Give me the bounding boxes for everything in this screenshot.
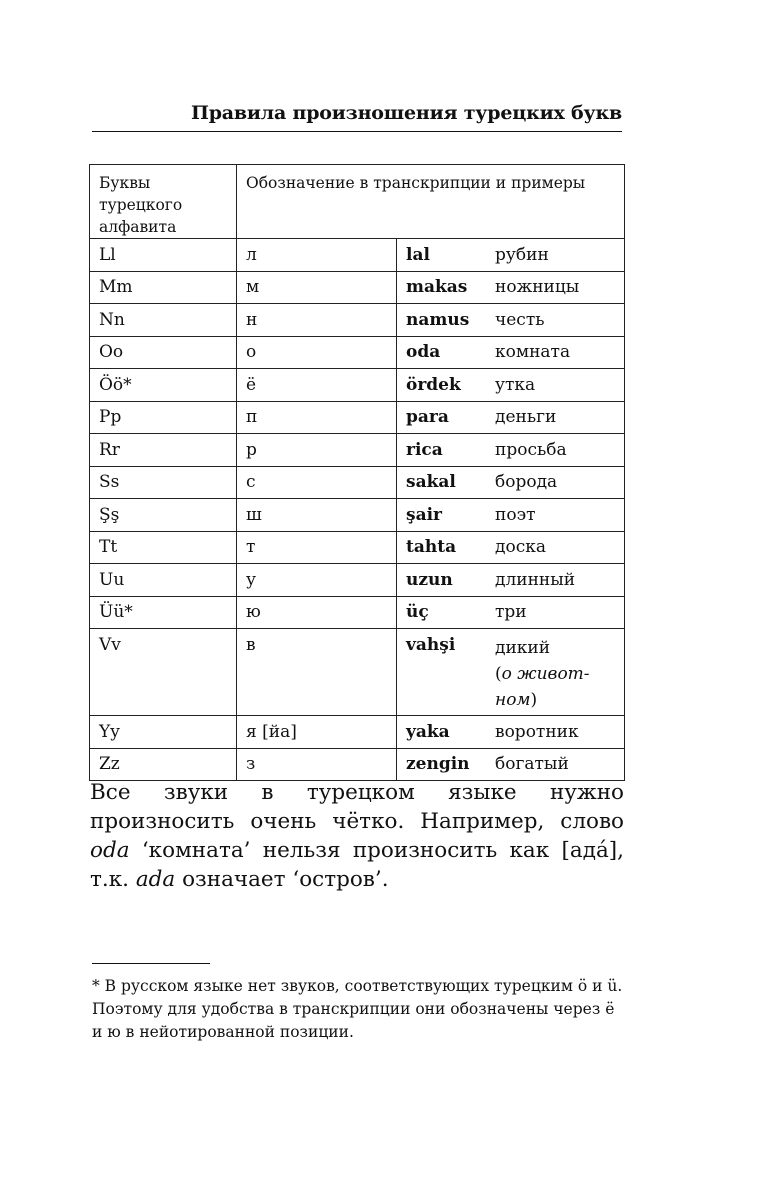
table-row <box>90 564 625 597</box>
table-row <box>90 716 625 749</box>
table-row <box>90 401 625 434</box>
footnote-divider <box>92 963 210 964</box>
example-cell <box>397 748 625 781</box>
table-row <box>90 466 625 499</box>
table-row <box>90 369 625 402</box>
letter-cell: Tt <box>90 531 237 564</box>
table-row <box>90 596 625 629</box>
table-row <box>90 271 625 304</box>
letter-cell: Öö* <box>90 369 237 402</box>
example-word: oda <box>406 342 441 363</box>
letter-cell: Üü* <box>90 596 237 629</box>
transcription-cell: л <box>237 239 397 272</box>
body-paragraph <box>90 778 624 894</box>
example-translation: воротник <box>495 721 579 742</box>
paragraph-text: ‘комната’ нельзя произносить как [ада́], т.к. <box>90 838 624 892</box>
table-row <box>90 304 625 337</box>
paragraph-text: означает ‘остров’. <box>175 867 389 892</box>
table-row <box>90 629 625 716</box>
transcription-cell: м <box>237 271 397 304</box>
table-row <box>90 531 625 564</box>
transcription-cell: п <box>237 401 397 434</box>
example-translation: честь <box>495 309 545 330</box>
example-cell <box>397 401 625 434</box>
paragraph-word-oda: oda <box>90 838 130 863</box>
letter-cell: Şş <box>90 499 237 532</box>
translation-main: дикий <box>495 638 551 658</box>
header-divider <box>92 131 622 132</box>
transcription-cell: у <box>237 564 397 597</box>
letter-cell: Ss <box>90 466 237 499</box>
example-word: rica <box>406 439 443 460</box>
turkish-letters-table <box>89 164 625 781</box>
example-cell <box>397 369 625 402</box>
example-translation: длинный <box>495 569 576 590</box>
translation-note-open: ( <box>495 664 502 684</box>
letter-cell: Pp <box>90 401 237 434</box>
example-translation: борода <box>495 472 558 493</box>
transcription-cell: ш <box>237 499 397 532</box>
letter-cell: Uu <box>90 564 237 597</box>
example-word: zengin <box>406 754 470 775</box>
letter-cell: Zz <box>90 748 237 781</box>
example-cell <box>397 629 625 716</box>
transcription-cell: с <box>237 466 397 499</box>
table-row <box>90 336 625 369</box>
letter-cell: Yy <box>90 716 237 749</box>
example-translation: ножницы <box>495 277 580 298</box>
transcription-cell: ё <box>237 369 397 402</box>
letter-cell: Nn <box>90 304 237 337</box>
example-cell <box>397 596 625 629</box>
transcription-cell: в <box>237 629 397 716</box>
transcription-cell: ю <box>237 596 397 629</box>
letter-cell: Vv <box>90 629 237 716</box>
example-word: uzun <box>406 569 453 590</box>
example-word: para <box>406 407 449 428</box>
example-cell <box>397 564 625 597</box>
footnote: * В русском языке нет звуков, соответствующих турецким ö и ü. Поэтому для удобства в транскрипции они обозначены через ё и ю в нейотированной позиции. <box>92 977 623 1041</box>
letter-cell: Rr <box>90 434 237 467</box>
example-word: makas <box>406 277 468 298</box>
example-translation: доска <box>495 537 546 558</box>
example-cell <box>397 531 625 564</box>
table-row <box>90 748 625 781</box>
table-row <box>90 499 625 532</box>
transcription-cell: з <box>237 748 397 781</box>
transcription-cell: о <box>237 336 397 369</box>
paragraph-word-ada: ada <box>135 867 176 892</box>
example-translation: три <box>495 602 527 623</box>
example-word: tahta <box>406 537 457 558</box>
letter-cell: Ll <box>90 239 237 272</box>
letter-cell: Mm <box>90 271 237 304</box>
example-word: şair <box>406 504 443 525</box>
example-word: vahşi <box>406 635 456 655</box>
example-translation: поэт <box>495 504 536 525</box>
example-word: yaka <box>406 721 450 742</box>
example-cell <box>397 304 625 337</box>
example-cell <box>397 499 625 532</box>
example-cell <box>397 434 625 467</box>
table-row <box>90 239 625 272</box>
transcription-cell: т <box>237 531 397 564</box>
example-word: ördek <box>406 374 461 395</box>
example-cell <box>397 336 625 369</box>
translation-note-close: ) <box>530 690 538 710</box>
example-translation: богатый <box>495 754 569 775</box>
example-cell <box>397 466 625 499</box>
transcription-cell: р <box>237 434 397 467</box>
example-translation <box>495 635 624 713</box>
transcription-cell: н <box>237 304 397 337</box>
example-translation: деньги <box>495 407 557 428</box>
example-translation: комната <box>495 342 571 363</box>
page-title: Правила произношения турецких букв <box>190 102 622 124</box>
example-translation: утка <box>495 374 536 395</box>
example-word: namus <box>406 309 470 330</box>
translation-note: о живот-ном <box>495 664 590 710</box>
example-word: lal <box>406 244 430 265</box>
example-translation: просьба <box>495 439 567 460</box>
example-word: sakal <box>406 472 456 493</box>
example-cell <box>397 716 625 749</box>
transcription-cell: я [йа] <box>237 716 397 749</box>
table-header-row <box>90 165 625 239</box>
example-word: üç <box>406 602 429 623</box>
paragraph-text: Все звуки в турецком языке нужно произносить очень чётко. Например, слово <box>90 780 624 834</box>
example-cell <box>397 239 625 272</box>
letter-cell: Oo <box>90 336 237 369</box>
example-translation: рубин <box>495 244 549 265</box>
column-header-letters: Буквы турецкого алфавита <box>90 165 237 239</box>
table-row <box>90 434 625 467</box>
example-cell <box>397 271 625 304</box>
column-header-transcription: Обозначение в транскрипции и примеры <box>237 165 625 239</box>
